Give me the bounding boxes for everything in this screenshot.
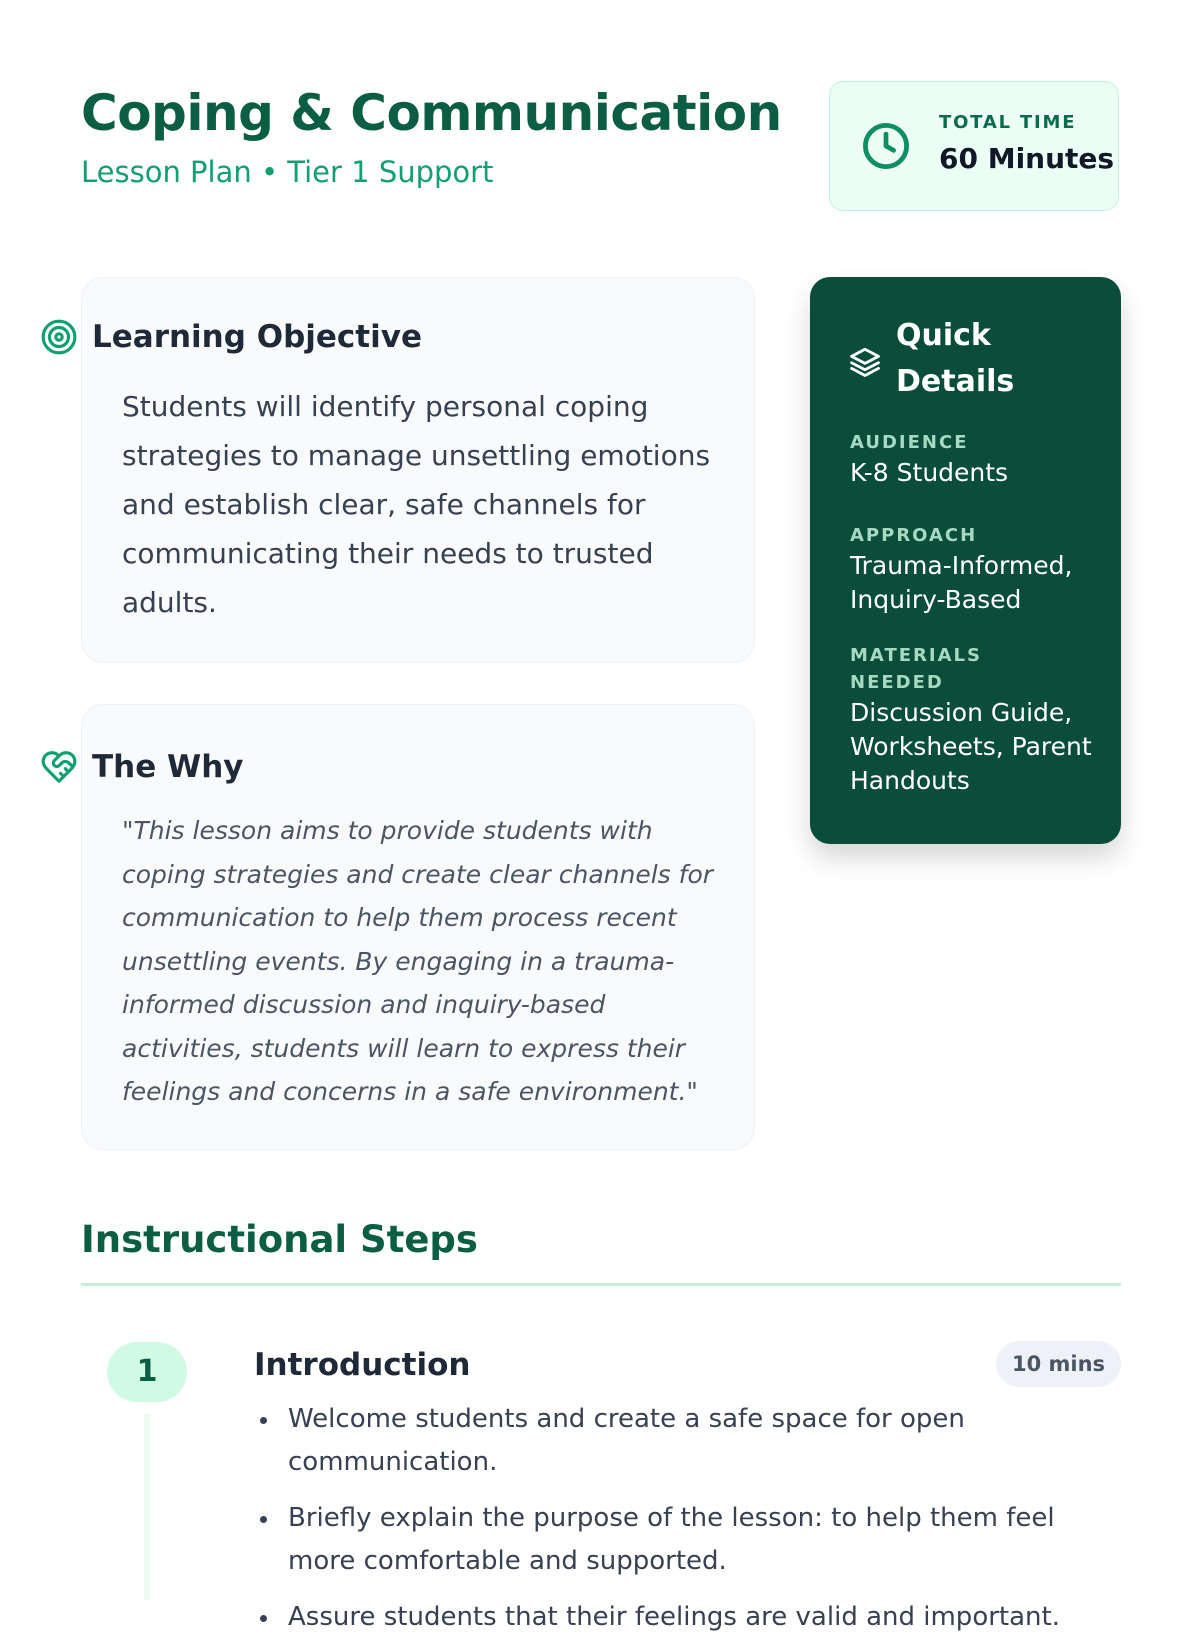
detail-label: APPROACH	[850, 525, 978, 546]
instructional-steps-heading: Instructional Steps	[81, 1218, 478, 1261]
list-item: Briefly explain the purpose of the lesson: to help them feel more comfortable and supported.	[258, 1497, 1128, 1583]
lesson-header	[81, 78, 801, 194]
detail-label: MATERIALS NEEDED	[850, 645, 982, 693]
step-number-badge: 1	[107, 1342, 187, 1402]
detail-label: AUDIENCE	[850, 432, 969, 453]
detail-value: Trauma-Informed, Inquiry-Based	[850, 551, 1073, 614]
step-timeline-line	[144, 1414, 150, 1600]
learning-objective-heading: Learning Objective	[92, 319, 422, 355]
learning-objective-header	[40, 318, 422, 356]
the-why-quote: "This lesson aims to provide students with coping strategies and create clear channels for communication to help them process recent unsettling events. By engaging in a trauma-informed discussion and inquiry-based activities, students will learn to express their feelings and concerns in a safe environment."	[122, 816, 714, 1106]
page-title: Coping & Communication	[81, 84, 782, 142]
step-duration-badge: 10 mins	[996, 1341, 1121, 1387]
step-title: Introduction	[254, 1347, 471, 1383]
total-time-value: 60 Minutes	[939, 142, 1115, 175]
total-time-label: TOTAL TIME	[939, 112, 1077, 133]
the-why-header	[40, 748, 244, 786]
detail-value: Discussion Guide, Worksheets, Parent Handouts	[850, 698, 1092, 795]
page-subtitle: Lesson Plan • Tier 1 Support	[81, 155, 494, 189]
list-item: Welcome students and create a safe space for open communication.	[258, 1398, 1128, 1484]
detail-audience	[850, 429, 1100, 490]
heart-handshake-icon	[40, 748, 78, 786]
learning-objective-text: Students will identify personal coping strategies to manage unsettling emotions and establish clear, safe channels for communicating their needs to trusted adults.	[122, 390, 711, 619]
list-item: Assure students that their feelings are valid and important.	[258, 1596, 1128, 1639]
section-divider	[81, 1283, 1121, 1286]
detail-value: K-8 Students	[850, 458, 1009, 487]
detail-approach	[850, 522, 1100, 617]
quick-details-title: Quick Details	[896, 318, 1015, 399]
layers-icon	[848, 345, 882, 379]
step-bullet-list	[258, 1398, 1128, 1652]
target-icon	[40, 318, 78, 356]
total-time-card	[829, 81, 1119, 211]
quick-details-panel	[810, 277, 1121, 844]
detail-materials	[850, 642, 1100, 798]
the-why-heading: The Why	[92, 749, 244, 785]
clock-icon	[860, 120, 912, 172]
